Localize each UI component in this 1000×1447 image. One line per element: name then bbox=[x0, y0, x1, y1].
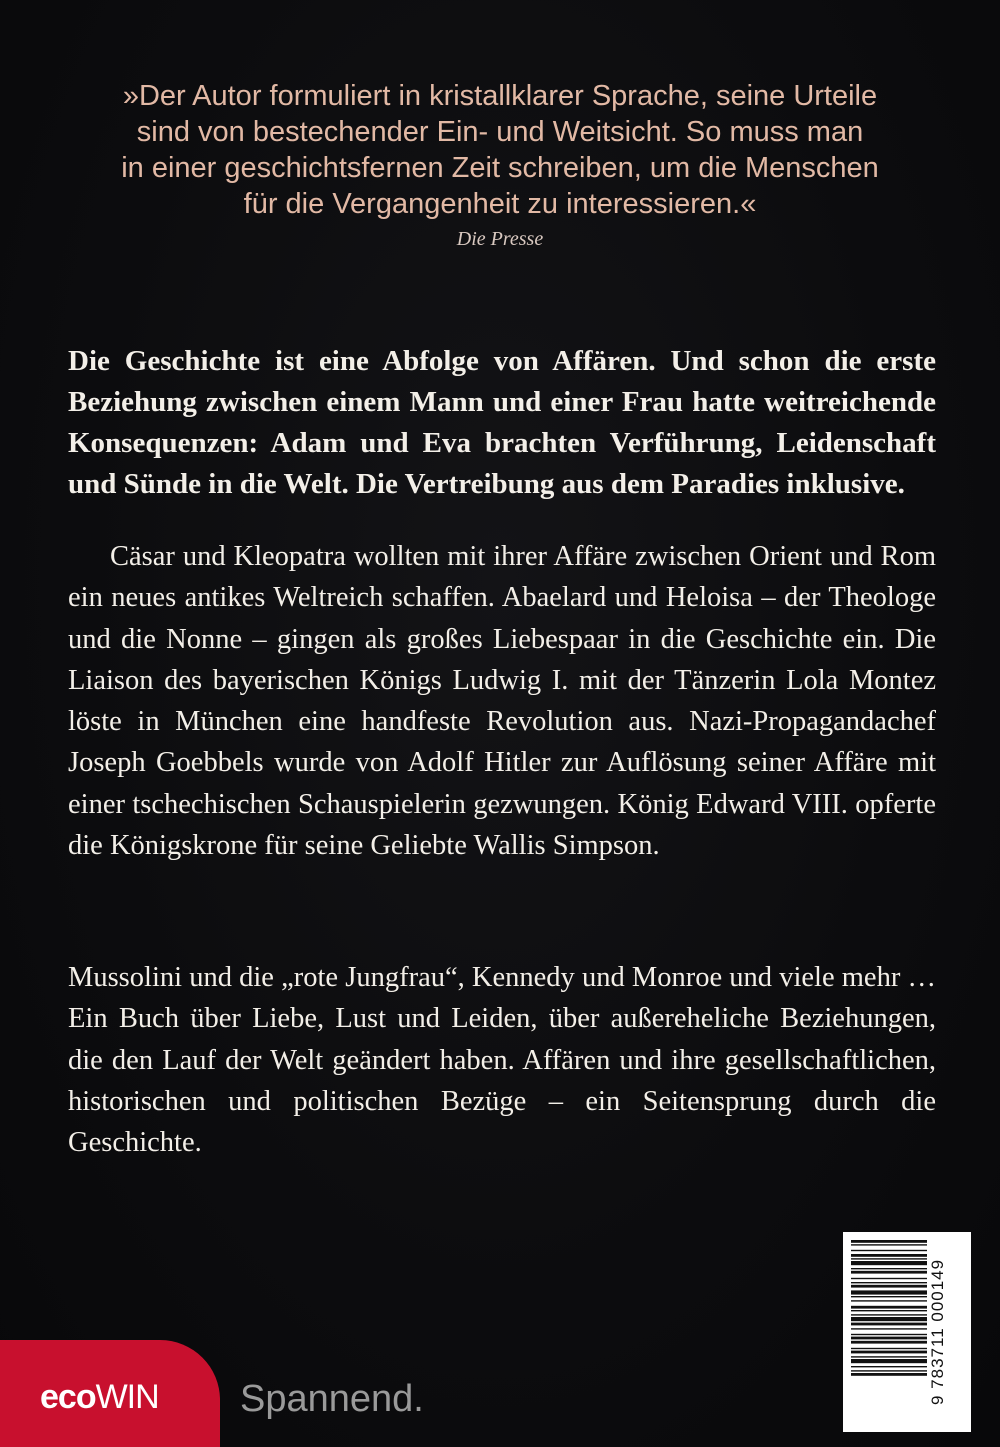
barcode-bar bbox=[851, 1285, 927, 1288]
barcode-bar bbox=[851, 1356, 927, 1357]
body-paragraph: Mussolini und die „rote Jungfrau“, Kennedy und Monroe und viele mehr … Ein Buch über Liebe, Lust und Leiden, über außereheliche Beziehungen, die den Lauf der Welt geändert haben. Affären und ihre gesellschaftlichen, historischen und politischen Bezüge – ein Seitensprung durch die Geschichte. bbox=[68, 962, 936, 1159]
barcode-bar bbox=[851, 1341, 927, 1344]
barcode-bar bbox=[851, 1258, 927, 1259]
barcode-bar bbox=[851, 1300, 927, 1301]
barcode-bar bbox=[851, 1240, 927, 1243]
quote-line: in einer geschichtsfernen Zeit schreiben, um die Menschen bbox=[121, 152, 879, 184]
barcode-bar bbox=[851, 1254, 927, 1257]
barcode-bar bbox=[851, 1314, 927, 1315]
barcode-bar bbox=[851, 1268, 927, 1269]
quote-line: für die Vergangenheit zu interessieren.« bbox=[243, 188, 757, 220]
barcode-bar bbox=[851, 1296, 927, 1297]
lead-paragraph: Die Geschichte ist eine Abfolge von Affären. Und schon die erste Beziehung zwischen einem Mann und einer Frau hatte weitreichende Konsequenzen: Adam und Eva brachten Verführung, Leidenschaft und Sünde in die Welt. Die Vertreibung aus dem Paradies inklusive. bbox=[68, 345, 936, 500]
barcode-bar bbox=[851, 1290, 927, 1294]
barcode-bar bbox=[851, 1370, 927, 1371]
barcode-bar bbox=[851, 1306, 927, 1309]
publisher-logo bbox=[40, 1378, 159, 1417]
publisher-logo-eco: eco bbox=[40, 1378, 96, 1416]
body-paragraph: Cäsar und Kleopatra wollten mit ihrer Affäre zwischen Orient und Rom ein neues antikes Weltreich schaffen. Abaelard und Heloisa – der Theologe und die Nonne – gingen als großes Liebespaar in die Geschichte ein. Die Liaison des bayerischen Königs Ludwig I. mit der Tänzerin Lola Montez löste in München eine handfeste Revolution aus. Nazi-Propagandachef Joseph Goebbels wurde von Adolf Hitler zur Auflösung seiner Affäre mit einer tschechischen Schauspielerin gezwungen. König Edward VIII. opferte die Königskrone für seine Geliebte Wallis Simpson. bbox=[68, 541, 936, 862]
barcode-bar bbox=[851, 1328, 927, 1329]
barcode-bar bbox=[851, 1366, 927, 1367]
publisher-tagline: Spannend. bbox=[240, 1378, 424, 1420]
publisher-logo-win: WIN bbox=[95, 1378, 159, 1416]
barcode-bar bbox=[851, 1334, 927, 1335]
quote-line: sind von bestechender Ein- und Weitsicht. So muss man bbox=[136, 116, 864, 148]
quote-line: »Der Autor formuliert in kristallklarer Sprache, seine Urteile bbox=[122, 80, 878, 112]
barcode-bar bbox=[851, 1278, 927, 1279]
barcode-bar bbox=[851, 1373, 927, 1376]
barcode-bar bbox=[851, 1271, 927, 1274]
barcode-bar bbox=[851, 1337, 927, 1340]
barcode-bar bbox=[851, 1250, 927, 1251]
barcode-bar bbox=[851, 1351, 927, 1354]
barcode-bar bbox=[851, 1282, 927, 1283]
barcode-bar bbox=[851, 1359, 927, 1363]
barcode-bar bbox=[851, 1310, 927, 1311]
quote-source: Die Presse bbox=[456, 228, 544, 250]
barcode-bar bbox=[851, 1261, 927, 1265]
press-quote bbox=[60, 78, 940, 222]
barcode-bar bbox=[851, 1244, 927, 1245]
barcode-bar bbox=[851, 1323, 927, 1326]
barcode-bar bbox=[851, 1348, 927, 1349]
barcode-bar bbox=[851, 1317, 927, 1321]
barcode-digits: 9 783711 000149 bbox=[928, 1258, 947, 1406]
